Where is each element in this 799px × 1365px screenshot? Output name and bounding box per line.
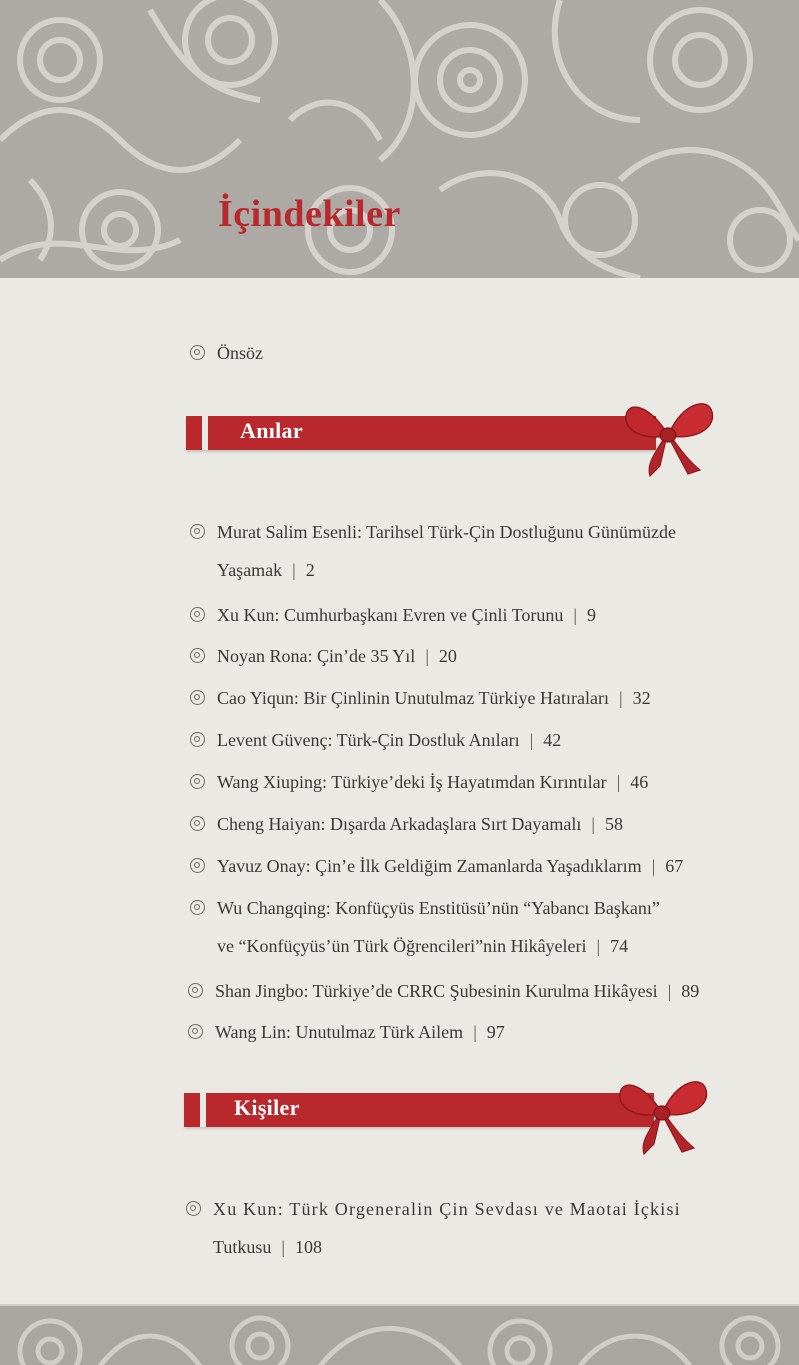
page-number: 32	[632, 688, 651, 708]
section-title: Kişiler	[234, 1095, 300, 1120]
toc-entry-title: Cheng Haiyan: Dışarda Arkadaşlara Sırt Dayamalı | 58	[217, 814, 623, 834]
page-number: 97	[486, 1022, 505, 1042]
header-banner	[0, 0, 799, 278]
toc-entry-title: Noyan Rona: Çin’de 35 Yıl | 20	[217, 646, 457, 666]
double-circle-icon	[186, 1201, 201, 1216]
toc-entry-title: Wu Changqing: Konfüçyüs Enstitüsü’nün “Yabancı Başkanı”	[217, 898, 660, 918]
red-bow-icon	[614, 1074, 710, 1156]
bar-notch	[200, 1093, 206, 1127]
toc-entry-title: Xu Kun: Türk Orgeneralin Çin Sevdası ve Maotai İçkisi	[213, 1199, 681, 1219]
footer-banner	[0, 1304, 799, 1365]
double-circle-icon	[190, 816, 205, 831]
toc-entry[interactable]	[190, 637, 457, 675]
toc-entry-label: Önsöz	[217, 343, 263, 363]
toc-entry-title: Yavuz Onay: Çin’e İlk Geldiğim Zamanlarda Yaşadıklarım | 67	[217, 856, 684, 876]
toc-entry-continuation: Tutkusu | 108	[213, 1237, 322, 1257]
toc-entry-preface[interactable]	[190, 334, 263, 372]
toc-entry-title: Wang Lin: Unutulmaz Türk Ailem | 97	[215, 1022, 505, 1042]
page-number: 108	[294, 1237, 322, 1257]
double-circle-icon	[190, 900, 205, 915]
toc-entry-title: Shan Jingbo: Türkiye’de CRRC Şubesinin Kurulma Hikâyesi | 89	[215, 981, 700, 1001]
page-number: 20	[438, 646, 457, 666]
toc-entry-title: Cao Yiqun: Bir Çinlinin Unutulmaz Türkiye Hatıraları | 32	[217, 688, 651, 708]
page-number: 46	[630, 772, 649, 792]
double-circle-icon	[190, 858, 205, 873]
section-header-people	[184, 1093, 654, 1127]
page-number: 9	[586, 605, 596, 625]
section-title: Anılar	[240, 418, 303, 443]
page-number: 67	[665, 856, 684, 876]
page-number: 89	[681, 981, 700, 1001]
page-number: 74	[610, 936, 629, 956]
red-bow-icon	[620, 396, 716, 478]
double-circle-icon	[190, 648, 205, 663]
toc-entry[interactable]	[190, 596, 596, 634]
toc-entry-continuation: Yaşamak | 2	[217, 560, 315, 580]
toc-entry-title: Murat Salim Esenli: Tarihsel Türk-Çin Dostluğunu Günümüzde	[217, 522, 677, 542]
toc-entry-title: Levent Güvenç: Türk-Çin Dostluk Anıları | 42	[217, 730, 562, 750]
toc-entry[interactable]	[190, 679, 651, 717]
toc-entry[interactable]	[188, 972, 699, 1010]
bar-notch	[202, 416, 208, 450]
toc-entry[interactable]	[190, 805, 623, 843]
toc-entry[interactable]	[190, 763, 648, 801]
toc-entry[interactable]	[190, 513, 676, 589]
section-header-memories	[186, 416, 656, 450]
toc-entry[interactable]	[190, 889, 660, 965]
double-circle-icon	[190, 774, 205, 789]
toc-entry[interactable]	[190, 847, 683, 885]
double-circle-icon	[190, 524, 205, 539]
toc-entry-title: Wang Xiuping: Türkiye’deki İş Hayatımdan Kırıntılar | 46	[217, 772, 649, 792]
double-circle-icon	[190, 690, 205, 705]
double-circle-icon	[190, 607, 205, 622]
double-circle-icon	[188, 983, 203, 998]
toc-entry[interactable]	[186, 1190, 681, 1266]
page-number: 2	[305, 560, 315, 580]
page-title: İçindekiler	[218, 193, 401, 235]
double-circle-icon	[188, 1024, 203, 1039]
toc-entry[interactable]	[190, 721, 561, 759]
double-circle-icon	[190, 345, 205, 360]
toc-entry-continuation: ve “Konfüçyüs’ün Türk Öğrencileri”nin Hikâyeleri | 74	[217, 936, 629, 956]
toc-entry-title: Xu Kun: Cumhurbaşkanı Evren ve Çinli Torunu | 9	[217, 605, 596, 625]
page-number: 58	[605, 814, 623, 834]
floral-pattern	[0, 0, 799, 278]
toc-entry[interactable]	[188, 1013, 505, 1051]
floral-pattern	[0, 1306, 799, 1365]
page-number: 42	[543, 730, 562, 750]
double-circle-icon	[190, 732, 205, 747]
